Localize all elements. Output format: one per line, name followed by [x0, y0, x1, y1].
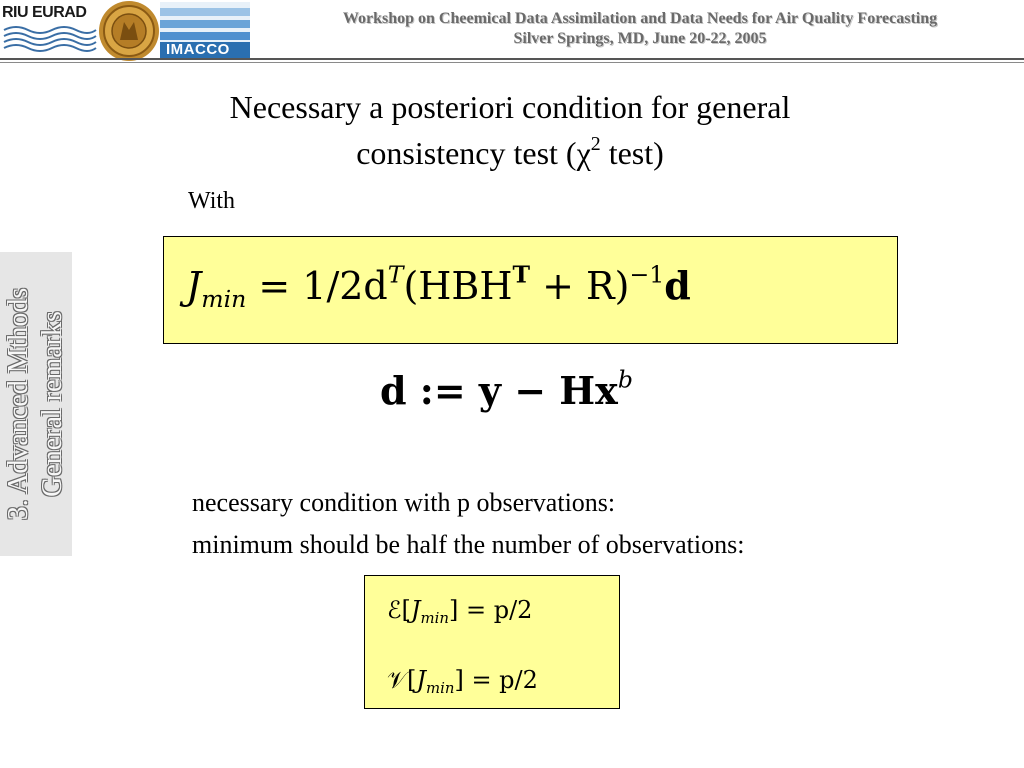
wave-lines-icon — [2, 4, 98, 56]
title-text-pre: consistency test ( — [356, 135, 577, 171]
formula-part: + R) — [530, 264, 630, 308]
cost-function-formula — [186, 260, 691, 314]
formula-part: ] = p/2 — [454, 666, 538, 694]
slide-title — [130, 84, 890, 176]
cost-function-formula-box — [163, 236, 898, 344]
variance-formula — [387, 666, 538, 698]
formula-part: = 1/2d — [246, 264, 388, 308]
slide-title-line1: Necessary a posteriori condition for general — [229, 89, 791, 125]
formula-symbol: J — [410, 596, 421, 624]
university-seal-icon — [98, 0, 160, 62]
formula-part: [ — [401, 596, 411, 624]
formula-part: [ — [407, 666, 417, 694]
with-label: With — [188, 188, 236, 214]
header-divider-thin — [0, 62, 1024, 63]
formula-part: d := y − Hx — [380, 368, 618, 413]
condition-text-line2: minimum should be half the number of observations: — [192, 530, 745, 559]
section-subtitle: General remarks — [37, 311, 68, 497]
formula-symbol: ℰ — [387, 596, 402, 624]
section-side-label — [0, 252, 72, 556]
formula-superscript: b — [617, 365, 633, 394]
formula-symbol: 𝒱 — [387, 666, 407, 694]
imacco-logo-text: IMACCO — [166, 41, 230, 58]
formula-symbol: J — [416, 666, 426, 694]
riu-eurad-logo — [2, 4, 98, 56]
formula-subscript: min — [201, 285, 247, 314]
formula-part: ] = p/2 — [448, 596, 533, 624]
expectation-variance-formula-box — [364, 575, 620, 709]
formula-superscript: T — [512, 260, 531, 289]
expectation-formula — [387, 596, 533, 628]
header-bar — [0, 0, 1024, 64]
condition-text-line1: necessary condition with p observations: — [192, 488, 616, 517]
chi-exponent: 2 — [590, 133, 601, 156]
section-side-text — [2, 252, 70, 556]
title-text-post: test) — [600, 135, 664, 171]
formula-subscript: min — [426, 679, 455, 698]
formula-superscript: −1 — [629, 260, 665, 289]
imacco-logo — [160, 2, 250, 60]
chi-symbol: χ — [576, 135, 591, 171]
section-name: 3. Advanced Mthods — [3, 287, 34, 521]
formula-symbol: J — [186, 264, 202, 308]
slide-title-line2 — [130, 130, 890, 176]
innovation-definition-formula — [380, 365, 633, 413]
workshop-location-date: Silver Springs, MD, June 20-22, 2005 — [513, 30, 767, 47]
formula-superscript: T — [387, 260, 404, 289]
workshop-header-title — [262, 9, 1018, 49]
header-divider — [0, 58, 1024, 60]
workshop-title: Workshop on Cheemical Data Assimilation and Data Needs for Air Quality Forecasting — [342, 10, 938, 27]
formula-subscript: min — [420, 609, 449, 628]
formula-part: d — [664, 263, 691, 308]
formula-part: (HBH — [403, 264, 513, 308]
riu-eurad-logo-text: RIU EURAD — [2, 4, 87, 21]
